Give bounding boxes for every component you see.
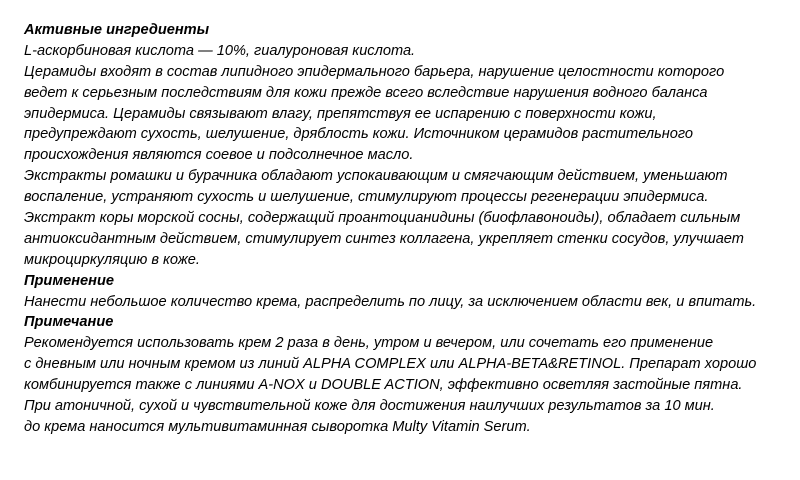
paragraph-line: предупреждают сухость, шелушение, дряблость кожи. Источником церамидов растительного: [24, 126, 694, 143]
paragraph-line: ведет к серьезным последствиям для кожи прежде всего вследствие нарушения водного баланса: [24, 84, 708, 101]
section-heading: Применение: [24, 272, 115, 289]
section-note: [24, 312, 794, 437]
paragraph-line: с дневным или ночным кремом из линий ALPHA COMPLEX или ALPHA-BETA&RETINOL. Препарат хорошо: [24, 356, 757, 373]
paragraph-line: Нанести небольшое количество крема, распределить по лицу, за исключением области век, и впитать.: [24, 293, 757, 310]
paragraph-line: Экстракт коры морской сосны, содержащий проантоцианидины (биофлавоноиды), обладает сильным: [24, 210, 741, 227]
section-active-ingredients: [24, 20, 794, 271]
section-heading: Активные ингредиенты: [24, 22, 210, 38]
paragraph-line: Экстракты ромашки и бурачника обладают успокаивающим и смягчающим действием, уменьшают: [24, 168, 728, 185]
paragraph-line: микроциркуляцию в коже.: [24, 251, 200, 268]
paragraph-line: Рекомендуется использовать крем 2 раза в день, утром и вечером, или сочетать его применение: [24, 335, 714, 352]
paragraph-line: L-аскорбиновая кислота — 10%, гиалуроновая кислота.: [24, 42, 416, 59]
paragraph-line: происхождения являются соевое и подсолнечное масло.: [24, 147, 414, 164]
section-usage: [24, 271, 794, 313]
product-description: [24, 20, 794, 438]
paragraph-line: При атоничной, сухой и чувствительной коже для достижения наилучших результатов за 10 мин.: [24, 398, 715, 415]
paragraph-line: до крема наносится мультивитаминная сыворотка Multy Vitamin Serum.: [24, 418, 531, 435]
paragraph-line: антиоксидантным действием, стимулирует синтез коллагена, укрепляет стенки сосудов, улучшает: [24, 230, 744, 247]
paragraph-line: эпидермиса. Церамиды связывают влагу, препятствуя ее испарению с поверхности кожи,: [24, 105, 657, 122]
paragraph-line: Церамиды входят в состав липидного эпидермального барьера, нарушение целостности которого: [24, 63, 725, 80]
paragraph-line: комбинируется также с линиями A-NOX и DOUBLE ACTION, эффективно осветляя застойные пятна.: [24, 377, 743, 394]
paragraph-line: воспаление, устраняют сухость и шелушение, стимулируют процессы регенерации эпидермиса.: [24, 189, 709, 206]
section-heading: Примечание: [24, 314, 114, 331]
